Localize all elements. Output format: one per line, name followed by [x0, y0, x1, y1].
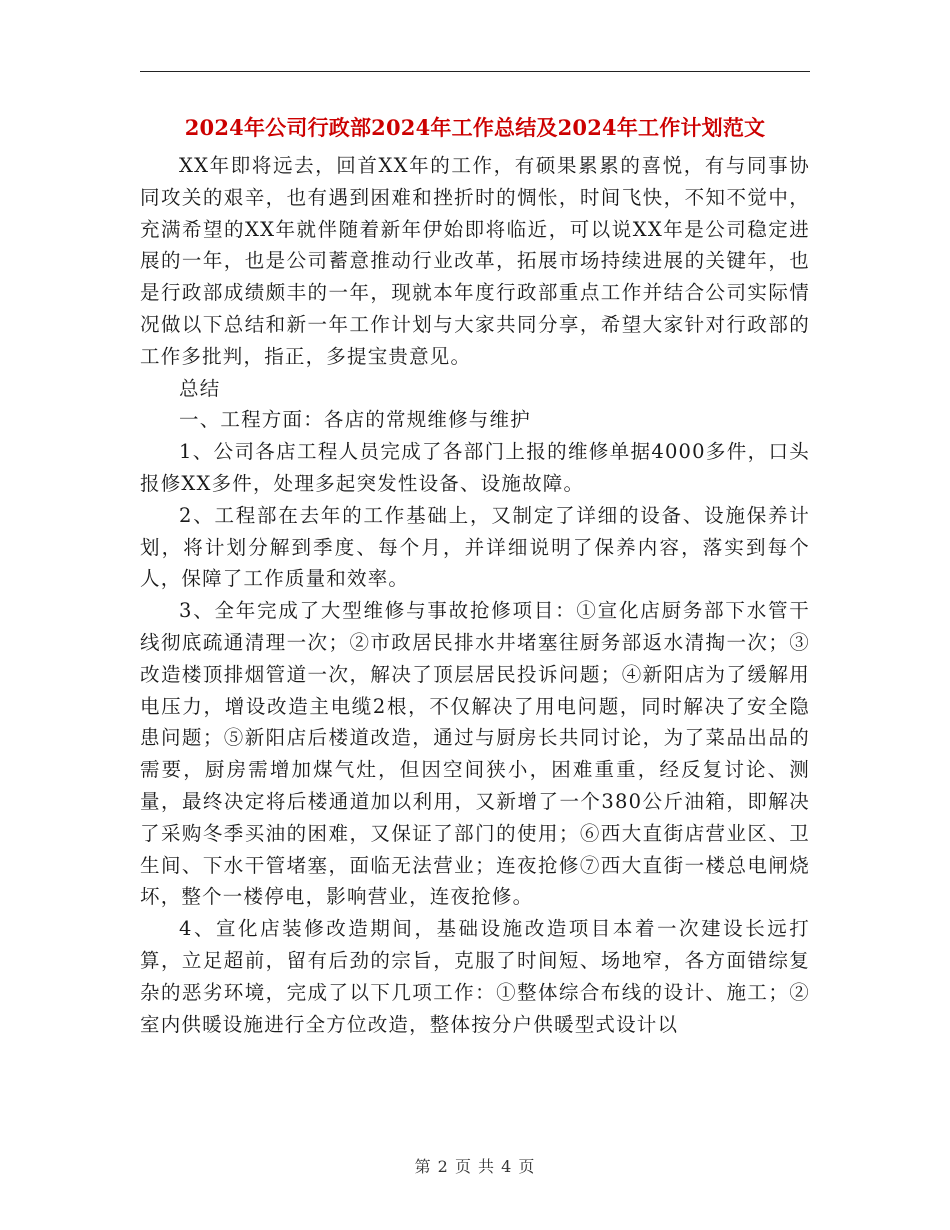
header-rule — [140, 71, 810, 72]
section-heading-engineering: 一、工程方面：各店的常规维修与维护 — [179, 408, 531, 432]
item-paragraph-3: 3、全年完成了大型维修与事故抢修项目：①宣化店厨务部下水管干线彻底疏通清理一次；②市政居民排水井堵塞往厨务部返水清掏一次；③改造楼顶排烟管道一次，解决了顶层居民投诉问题；④新阳店为了缓解用电压力，增设改造主电缆2根，不仅解决了用电问题，同时解决了安全隐患问题；⑤新阳店后楼道改造，通过与厨房长共同讨论，为了菜品出品的需要，厨房需增加煤气灶，但因空间狭小，困难重重，经反复讨论、测量，最终决定将后楼通道加以利用，又新增了一个380公斤油箱，即解决了采购冬季买油的困难，又保证了部门的使用；⑥西大直街店营业区、卫生间、下水干管堵塞，面临无法营业；连夜抢修⑦西大直街一楼总电闸烧坏，整个一楼停电，影响营业，连夜抢修。 — [140, 599, 810, 909]
document-title: 2024年公司行政部2024年工作总结及2024年工作计划范文 — [184, 115, 766, 140]
item-paragraph-1: 1、公司各店工程人员完成了各部门上报的维修单据4000多件，口头报修XX多件，处理多起突发性设备、设施故障。 — [140, 440, 810, 495]
page-number: 第 2 页 共 4 页 — [414, 1157, 536, 1176]
intro-paragraph: XX年即将远去，回首XX年的工作，有硕果累累的喜悦，有与同事协同攻关的艰辛，也有遇到困难和挫折时的惆怅，时间飞快，不知不觉中，充满希望的XX年就伴随着新年伊始即将临近，可以说XX年是公司稳定进展的一年，也是公司蓄意推动行业改革，拓展市场持续进展的关键年，也是行政部成绩颇丰的一年，现就本年度行政部重点工作并结合公司实际情况做以下总结和新一年工作计划与大家共同分享，希望大家针对行政部的工作多批判，指正，多提宝贵意见。 — [140, 154, 810, 368]
item-paragraph-2: 2、工程部在去年的工作基础上，又制定了详细的设备、设施保养计划，将计划分解到季度、每个月，并详细说明了保养内容，落实到每个人，保障了工作质量和效率。 — [140, 503, 810, 591]
summary-heading: 总结 — [179, 376, 221, 400]
document-body — [140, 150, 810, 1040]
item-paragraph-4: 4、宣化店装修改造期间，基础设施改造项目本着一次建设长远打算，立足超前，留有后劲的宗旨，克服了时间短、场地窄，各方面错综复杂的恶劣环境，完成了以下几项工作：①整体综合布线的设计、施工；②室内供暖设施进行全方位改造，整体按分户供暖型式设计以 — [140, 917, 810, 1036]
